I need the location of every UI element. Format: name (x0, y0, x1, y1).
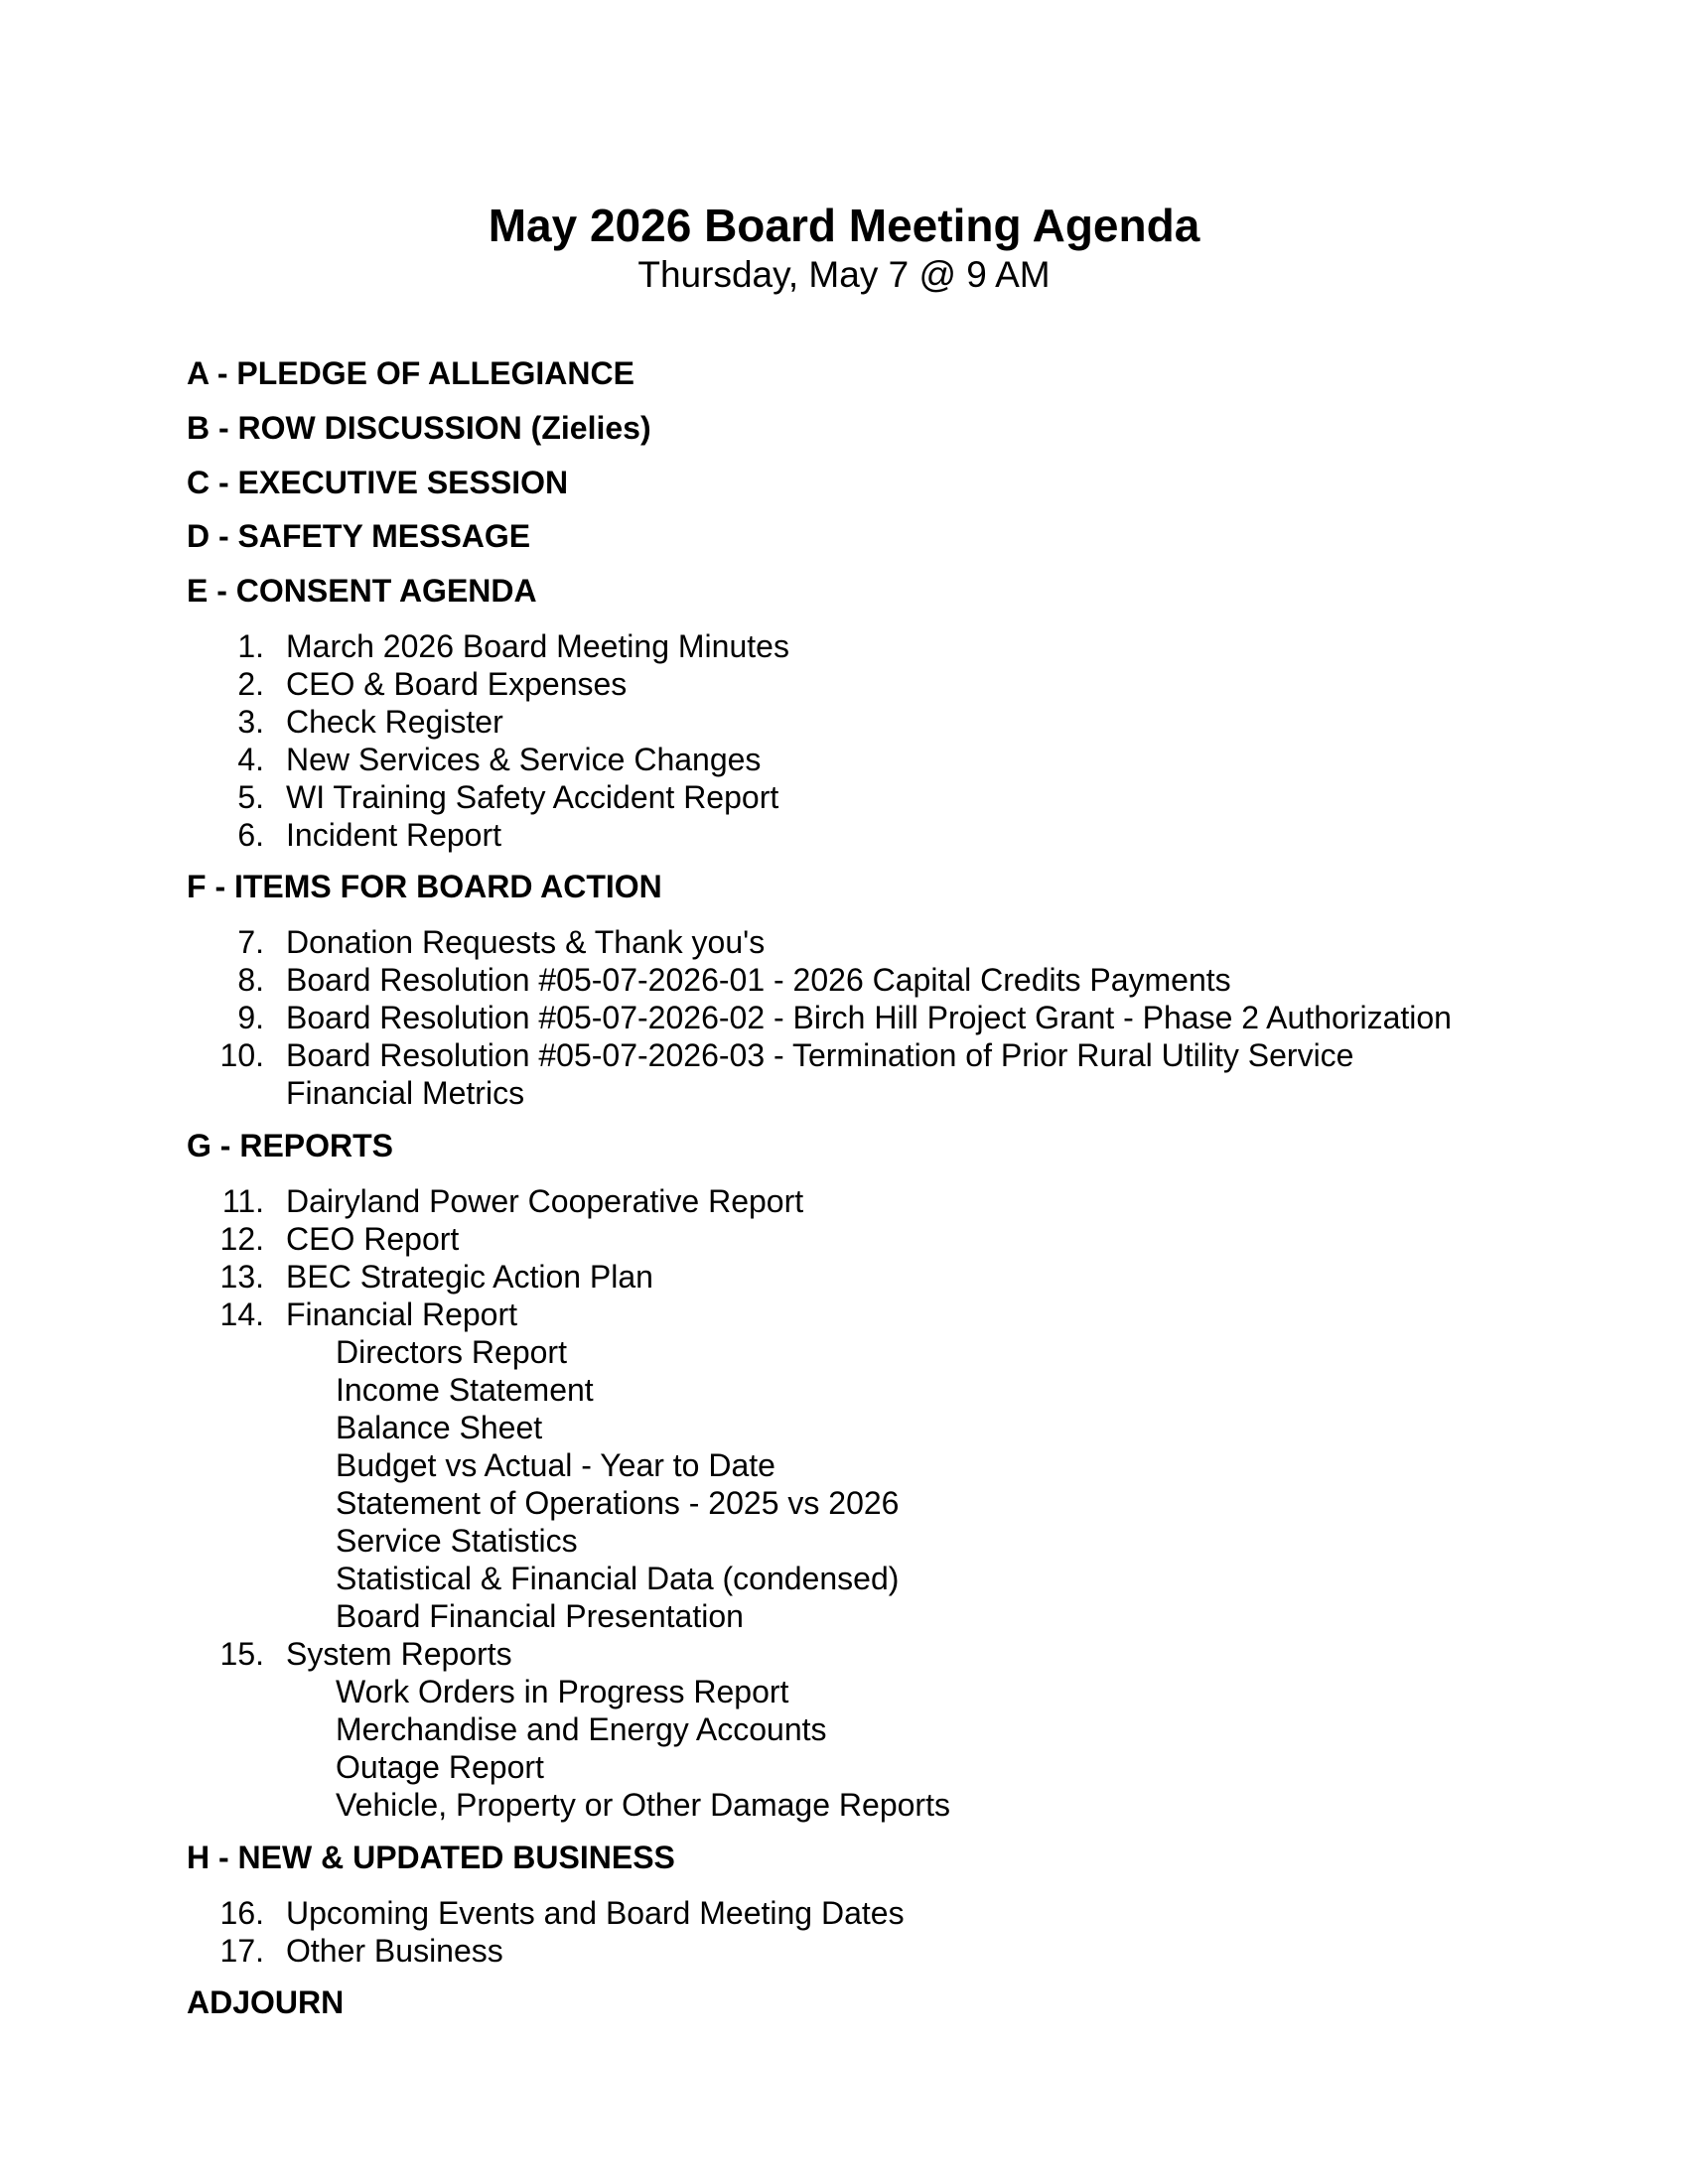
item-text: BEC Strategic Action Plan (286, 1259, 653, 1295)
sub-list-item: Balance Sheet (336, 1410, 543, 1445)
sub-list-item: Outage Report (336, 1749, 544, 1785)
item-number: 6. (237, 817, 264, 853)
sub-list-item: Work Orders in Progress Report (336, 1674, 789, 1709)
sub-list-item: Merchandise and Energy Accounts (336, 1711, 827, 1747)
item-number: 17. (219, 1933, 264, 1969)
item-number: 4. (237, 742, 264, 777)
item-number: 5. (237, 779, 264, 815)
section-heading-adjourn: ADJOURN (187, 1984, 345, 2020)
section-heading-pledge: A - PLEDGE OF ALLEGIANCE (187, 355, 634, 391)
section-heading-board-action: F - ITEMS FOR BOARD ACTION (187, 869, 662, 904)
sub-list-item: Income Statement (336, 1372, 594, 1408)
item-number: 8. (237, 962, 264, 998)
item-text: Financial Report (286, 1297, 517, 1332)
item-number: 11. (221, 1183, 264, 1219)
sub-list-item: Statistical & Financial Data (condensed) (336, 1561, 900, 1596)
item-text: March 2026 Board Meeting Minutes (286, 628, 789, 664)
item-text: New Services & Service Changes (286, 742, 762, 777)
item-number: 3. (237, 704, 264, 740)
item-text: Board Resolution #05-07-2026-02 - Birch Hill Project Grant - Phase 2 Authorization (286, 1000, 1452, 1035)
item-number: 9. (237, 1000, 264, 1035)
item-text: Check Register (286, 704, 503, 740)
sub-list-item: Vehicle, Property or Other Damage Reports (336, 1787, 950, 1823)
item-number: 7. (237, 924, 264, 960)
sub-list-item: Budget vs Actual - Year to Date (336, 1447, 775, 1483)
sub-list-item: Directors Report (336, 1334, 567, 1370)
item-number: 12. (219, 1221, 264, 1257)
item-number: 13. (219, 1259, 264, 1295)
section-heading-row-discussion: B - ROW DISCUSSION (Zielies) (187, 410, 651, 446)
item-text: System Reports (286, 1636, 512, 1672)
section-heading-executive-session: C - EXECUTIVE SESSION (187, 465, 569, 500)
item-number: 2. (237, 666, 264, 702)
item-text: Board Resolution #05-07-2026-01 - 2026 Capital Credits Payments (286, 962, 1231, 998)
item-text: CEO Report (286, 1221, 460, 1257)
section-heading-new-business: H - NEW & UPDATED BUSINESS (187, 1840, 675, 1875)
sub-list-item: Service Statistics (336, 1523, 578, 1559)
item-text: Other Business (286, 1933, 503, 1969)
meeting-date-subtitle: Thursday, May 7 @ 9 AM (637, 254, 1051, 295)
item-number: 16. (219, 1895, 264, 1931)
item-number: 1. (237, 628, 264, 664)
item-text-continuation: Financial Metrics (286, 1075, 525, 1111)
section-heading-consent-agenda: E - CONSENT AGENDA (187, 573, 537, 609)
section-heading-reports: G - REPORTS (187, 1128, 394, 1163)
item-text: Upcoming Events and Board Meeting Dates (286, 1895, 905, 1931)
item-text: Board Resolution #05-07-2026-03 - Termination of Prior Rural Utility Service (286, 1037, 1354, 1073)
section-heading-safety-message: D - SAFETY MESSAGE (187, 518, 531, 554)
page-title: May 2026 Board Meeting Agenda (488, 200, 1200, 251)
item-number: 15. (219, 1636, 264, 1672)
item-text: Incident Report (286, 817, 502, 853)
item-text: Dairyland Power Cooperative Report (286, 1183, 804, 1219)
sub-list-item: Board Financial Presentation (336, 1598, 744, 1634)
item-text: Donation Requests & Thank you's (286, 924, 766, 960)
sub-list-item: Statement of Operations - 2025 vs 2026 (336, 1485, 900, 1521)
item-text: CEO & Board Expenses (286, 666, 628, 702)
item-number: 10. (219, 1037, 264, 1073)
item-number: 14. (219, 1297, 264, 1332)
item-text: WI Training Safety Accident Report (286, 779, 779, 815)
